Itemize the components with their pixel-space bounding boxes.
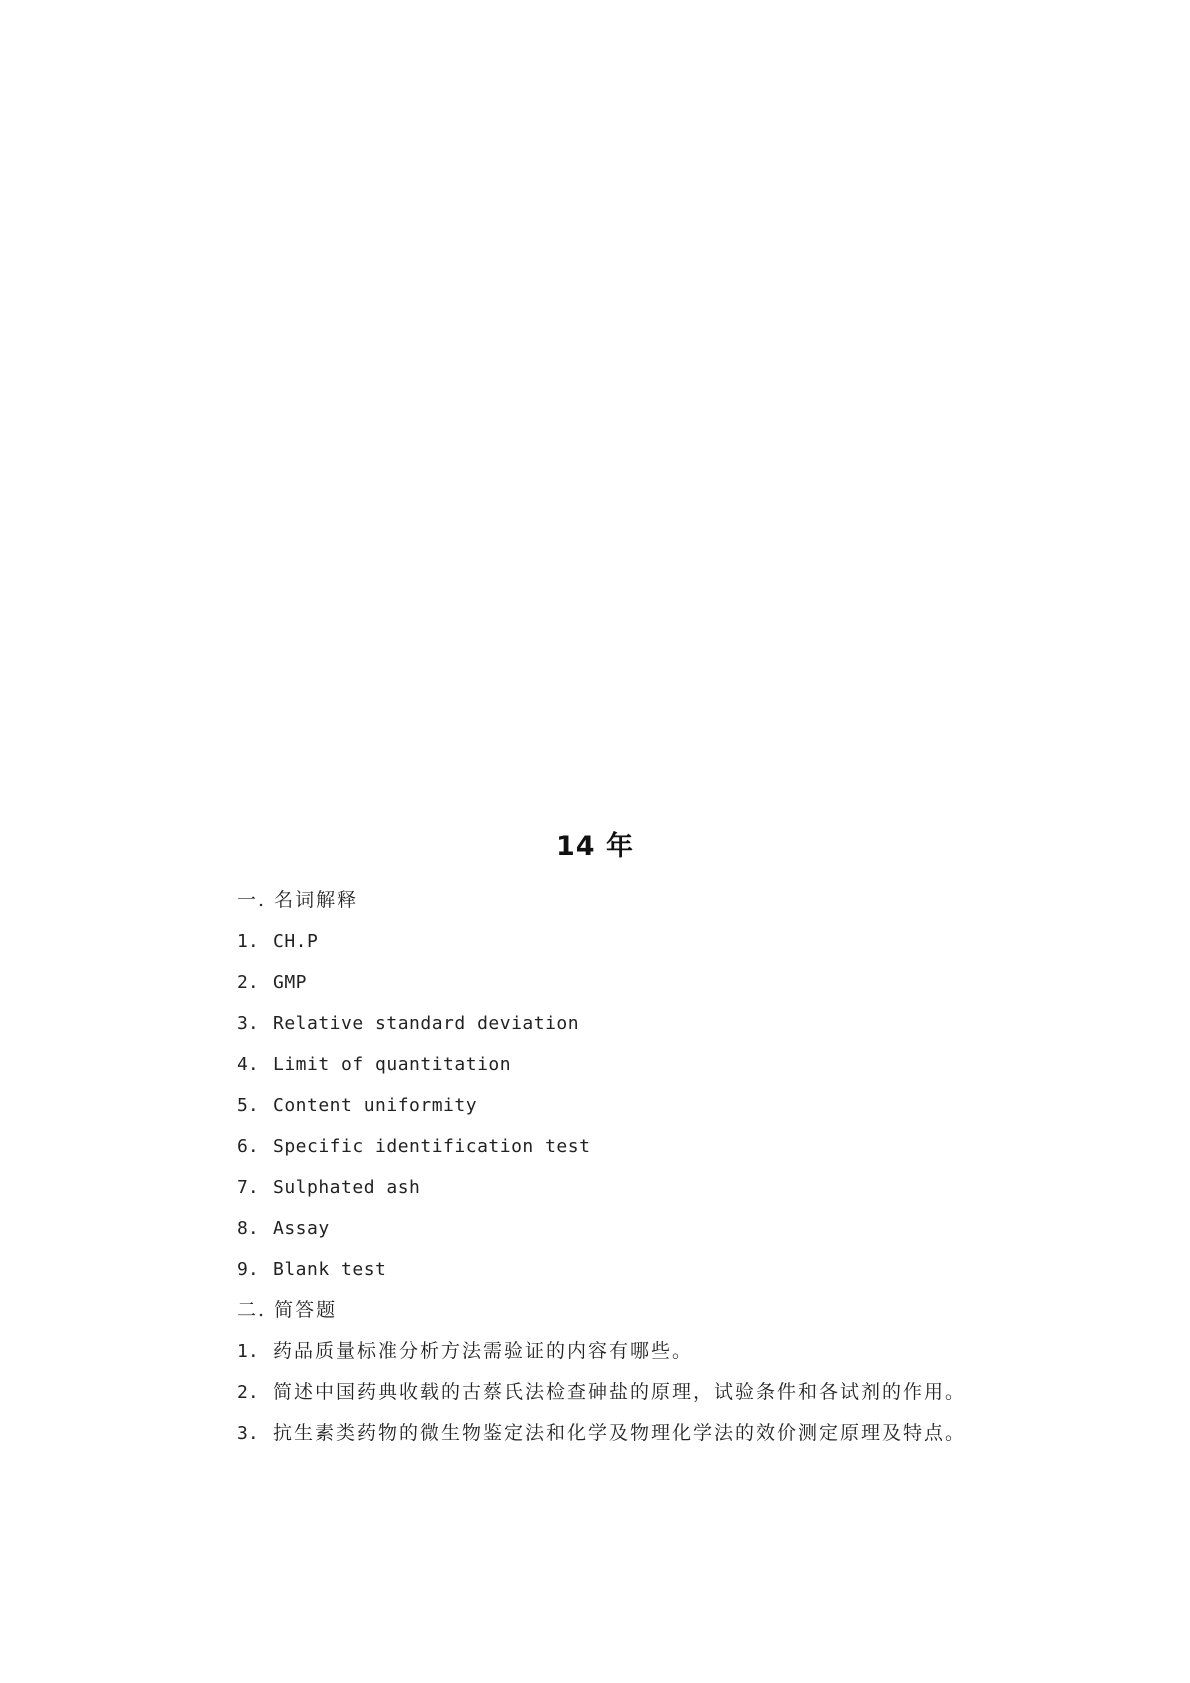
item-number: 8. <box>237 1218 259 1239</box>
item-text: 简述中国药典收载的古蔡氏法检查砷盐的原理，试验条件和各试剂的作用。 <box>273 1381 967 1403</box>
item-text: 抗生素类药物的微生物鉴定法和化学及物理化学法的效价测定原理及特点。 <box>273 1422 967 1444</box>
list-item <box>237 962 1137 1003</box>
document-body <box>237 880 1137 1454</box>
list-item <box>237 1044 1137 1085</box>
item-text: Specific identification test <box>273 1136 591 1157</box>
list-item <box>237 1167 1137 1208</box>
item-text: Assay <box>273 1218 330 1239</box>
list-item <box>237 1331 1137 1372</box>
item-text: Content uniformity <box>273 1095 478 1116</box>
item-text: Relative standard deviation <box>273 1013 580 1034</box>
item-number: 9. <box>237 1259 259 1280</box>
terms-list <box>237 921 1137 1290</box>
list-item <box>237 1208 1137 1249</box>
list-item <box>237 1126 1137 1167</box>
item-number: 4. <box>237 1054 259 1075</box>
item-number: 2. <box>237 1382 259 1403</box>
section-heading-terms: 一. 名词解释 <box>237 889 359 911</box>
item-text: CH.P <box>273 931 319 952</box>
page-title: 14 年 <box>556 831 634 862</box>
list-item <box>237 1249 1137 1290</box>
item-number: 3. <box>237 1013 259 1034</box>
item-text: 药品质量标准分析方法需验证的内容有哪些。 <box>273 1340 694 1362</box>
list-item <box>237 1085 1137 1126</box>
item-number: 7. <box>237 1177 259 1198</box>
list-item <box>237 921 1137 962</box>
item-number: 6. <box>237 1136 259 1157</box>
item-text: GMP <box>273 972 308 993</box>
list-item <box>237 1413 1137 1454</box>
item-number: 2. <box>237 972 259 993</box>
item-number: 5. <box>237 1095 259 1116</box>
item-text: Blank test <box>273 1259 387 1280</box>
item-text: Sulphated ash <box>273 1177 421 1198</box>
item-number: 1. <box>237 931 259 952</box>
item-text: Limit of quantitation <box>273 1054 512 1075</box>
item-number: 1. <box>237 1341 259 1362</box>
questions-list <box>237 1331 1137 1454</box>
list-item <box>237 1372 1137 1413</box>
section-heading-questions: 二. 简答题 <box>237 1299 338 1321</box>
item-number: 3. <box>237 1423 259 1444</box>
list-item <box>237 1003 1137 1044</box>
